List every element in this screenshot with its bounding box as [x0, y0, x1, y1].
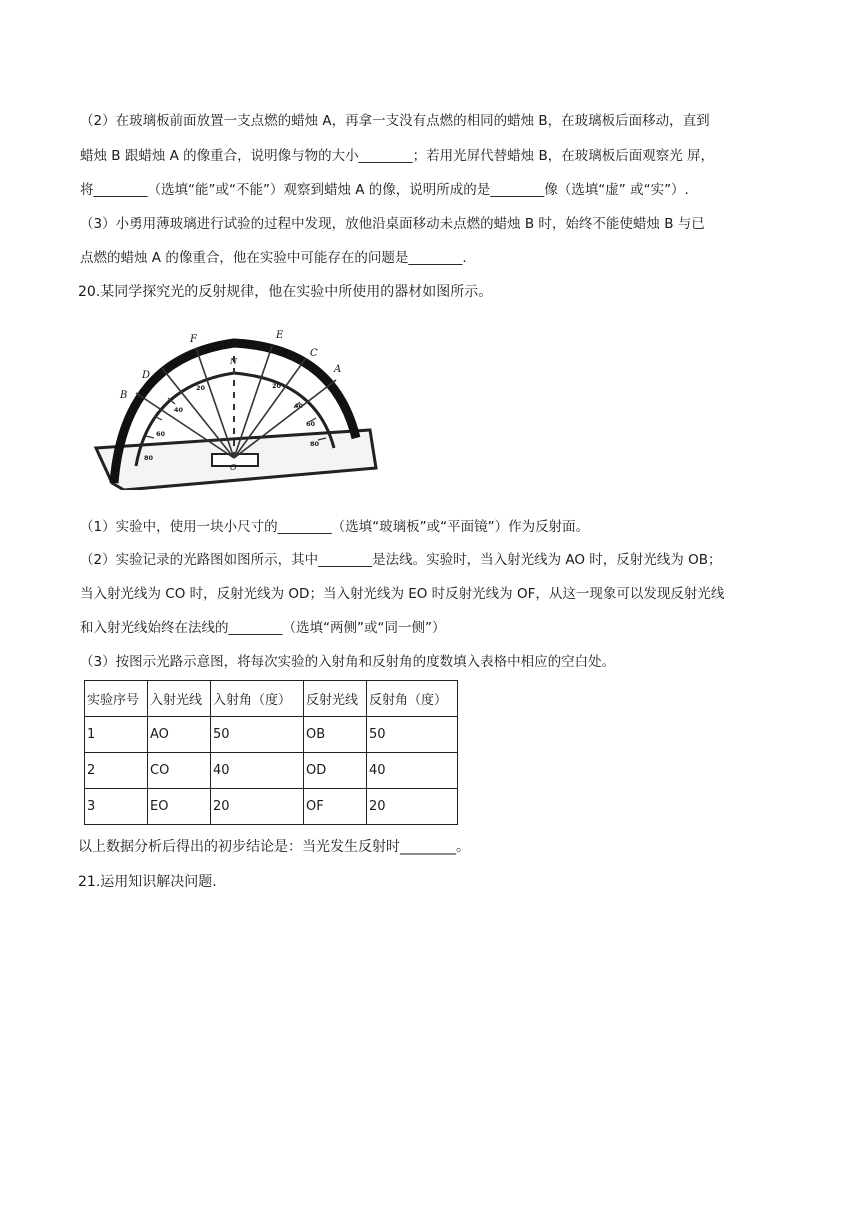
table-cell: CO	[148, 753, 211, 789]
svg-text:80: 80	[310, 440, 320, 448]
table-cell: 50	[367, 717, 458, 753]
svg-text:B: B	[120, 390, 128, 401]
q20-conclusion: 以上数据分析后得出的初步结论是：当光发生反射时________。	[78, 839, 470, 855]
table-cell: EO	[148, 789, 211, 825]
table-row	[85, 717, 458, 753]
table-cell: 20	[367, 789, 458, 825]
table-cell: 20	[211, 789, 304, 825]
q20-part2-line3: 和入射光线始终在法线的________（选填“两侧”或“同一侧”）	[80, 620, 446, 636]
svg-text:E: E	[276, 330, 284, 341]
q20-part2-line1: （2）实验记录的光路图如图所示，其中________是法线。实验时，当入射光线为 AO 时，反射光线为 OB；	[80, 552, 722, 568]
reflection-apparatus-figure	[84, 318, 384, 490]
table-header-cell: 反射光线	[304, 681, 367, 717]
table-cell: 40	[211, 753, 304, 789]
table-header-cell: 实验序号	[85, 681, 148, 717]
q19-part2-line3: 将________（选填“能”或“不能”）观察到蜡烛 A 的像，说明所成的是________像（选填“虚” 或“实”）.	[80, 182, 689, 198]
table-header-row	[85, 681, 458, 717]
reflection-angle-table	[84, 680, 458, 825]
table-cell: 1	[85, 717, 148, 753]
q19-part2-line2: 蜡烛 B 跟蜡烛 A 的像重合，说明像与物的大小________；若用光屏代替蜡烛 B，在玻璃板后面观察光 屏，	[80, 148, 715, 164]
table-header-cell: 入射角（度）	[211, 681, 304, 717]
q19-part2-line1: （2）在玻璃板前面放置一支点燃的蜡烛 A，再拿一支没有点燃的相同的蜡烛 B，在玻璃板后面移动，直到	[80, 113, 710, 129]
table-row	[85, 753, 458, 789]
table-header-cell: 入射光线	[148, 681, 211, 717]
table-cell: OF	[304, 789, 367, 825]
svg-text:20: 20	[272, 382, 282, 390]
svg-text:20: 20	[196, 384, 206, 392]
table-cell: 2	[85, 753, 148, 789]
q21-heading: 21.运用知识解决问题.	[78, 874, 217, 890]
svg-text:A: A	[334, 364, 342, 375]
q20-part3: （3）按图示光路示意图，将每次实验的入射角和反射角的度数填入表格中相应的空白处。	[80, 654, 616, 670]
svg-text:O: O	[230, 463, 237, 472]
svg-text:D: D	[142, 370, 151, 381]
q19-part3-line1: （3）小勇用薄玻璃进行试验的过程中发现，放他沿桌面移动未点燃的蜡烛 B 时，始终不能使蜡烛 B 与已	[80, 216, 705, 232]
table-cell: AO	[148, 717, 211, 753]
q20-part1: （1）实验中，使用一块小尺寸的________（选填“玻璃板”或“平面镜”）作为反射面。	[80, 519, 590, 535]
table-cell: 50	[211, 717, 304, 753]
svg-text:C: C	[310, 348, 318, 359]
svg-text:60: 60	[156, 430, 166, 438]
table-cell: 3	[85, 789, 148, 825]
table-header-cell: 反射角（度）	[367, 681, 458, 717]
svg-text:80: 80	[144, 454, 154, 462]
svg-text:N: N	[230, 357, 237, 366]
q19-part3-line2: 点燃的蜡烛 A 的像重合，他在实验中可能存在的问题是________.	[80, 250, 467, 266]
q20-heading: 20.某同学探究光的反射规律，他在实验中所使用的器材如图所示。	[78, 284, 493, 300]
svg-text:40: 40	[174, 406, 184, 414]
q20-part2-line2: 当入射光线为 CO 时，反射光线为 OD；当入射光线为 EO 时反射光线为 OF，从这一现象可以发现反射光线	[80, 586, 725, 602]
table-cell: OD	[304, 753, 367, 789]
table-row	[85, 789, 458, 825]
table-cell: OB	[304, 717, 367, 753]
svg-text:40: 40	[294, 402, 304, 410]
svg-text:F: F	[190, 334, 197, 345]
svg-text:60: 60	[306, 420, 316, 428]
table-cell: 40	[367, 753, 458, 789]
